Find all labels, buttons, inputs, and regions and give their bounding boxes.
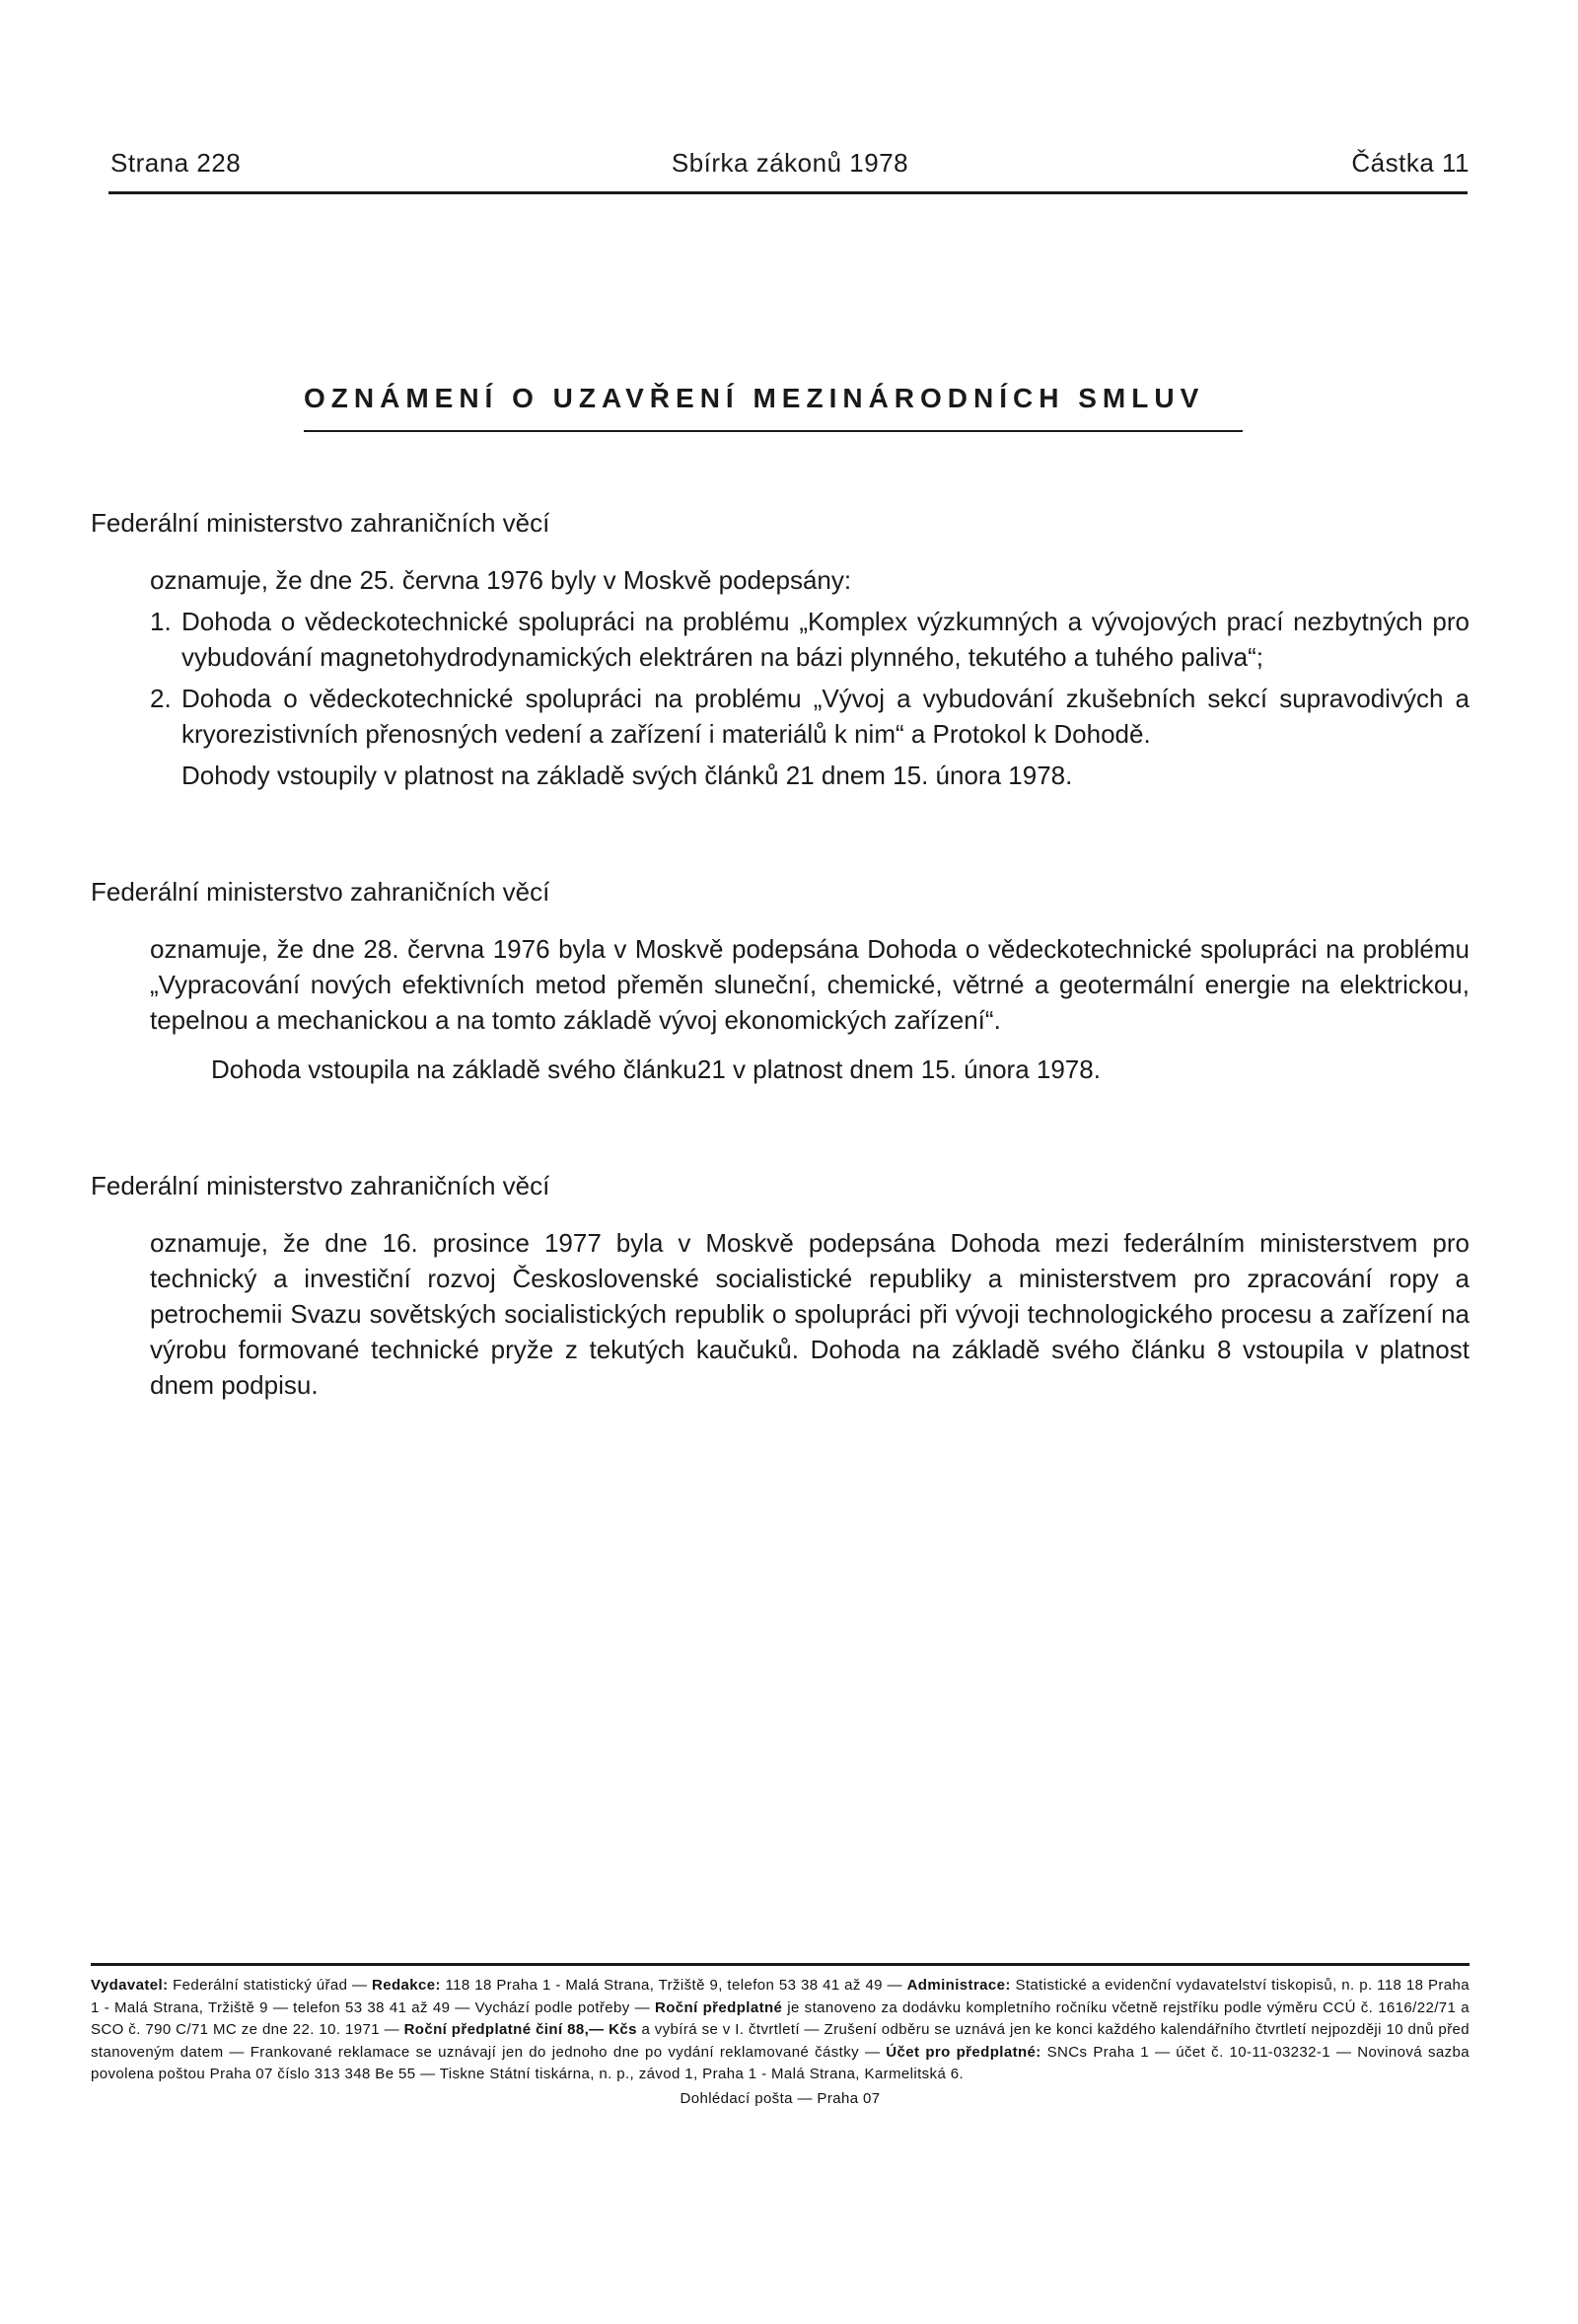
yearly-fee-text: a vybírá se v I. čtvrtletí — Zrušení odběru se uznává jen ke konci každého kalendářního čtvrtletí nejpozději 10 dnů před stanoveným datem — Frankované reklamace se uznávají jen do jednoho dne po vydání reklamované částky — <box>91 2021 1470 2061</box>
publisher-label: Vydavatel: <box>91 1977 169 1994</box>
notice-closing: Dohoda vstoupila na základě svého článku21 v platnost dnem 15. února 1978. <box>211 1054 1101 1084</box>
imprint-footer <box>91 1975 1470 2110</box>
document-body <box>91 505 1470 1403</box>
editorial-text: 118 18 Praha 1 - Malá Strana, Tržiště 9, telefon 53 38 41 až 49 — <box>445 1977 902 1994</box>
yearly-fee-label: Roční předplatné činí 88,— Kčs <box>403 2021 637 2038</box>
list-number: 1. <box>150 607 172 636</box>
notice-sender: Federální ministerstvo zahraničních věcí <box>91 508 550 538</box>
notice-1 <box>91 505 1470 793</box>
notice-intro: oznamuje, že dne 16. prosince 1977 byla v Moskvě podepsána Dohoda mezi federálním ministerstvem pro technický a investiční rozvoj Československé socialistické republiky a ministerstvem pro zpracování ropy a petrochemii Svazu sovětských socialistických republik o spolupráci při vývoji technologického procesu a zařízení na výrobu formované technické pryže z tekutých kaučuků. Dohoda na základě svého článku 8 vstoupila v platnost dnem podpisu. <box>150 1228 1470 1400</box>
notice-content <box>91 1225 1470 1403</box>
header-rule <box>108 191 1468 194</box>
publisher-text: Federální statistický úřad — <box>173 1977 368 1994</box>
imprint-text <box>91 1975 1470 2086</box>
subscription-text: je stanoveno za dodávku kompletního ročníku včetně rejstříku podle výměru CCÚ č. 1616/22/71 a SCO č. 790 C/71 MC ze dne 22. 10. 1971 — <box>91 1998 1470 2038</box>
notice-intro: oznamuje, že dne 28. června 1976 byla v Moskvě podepsána Dohoda o vědeckotechnické spolupráci na problému „Vypracování nových efektivních metod přeměn sluneční, chemické, větrné a geotermální energie na elektrickou, tepelnou a mechanickou a na tomto základě vývoj ekonomických zařízení“. <box>150 934 1470 1035</box>
list-item <box>150 604 1470 675</box>
account-label: Účet pro předplatné: <box>886 2043 1041 2061</box>
notice-intro: oznamuje, že dne 25. června 1976 byly v Moskvě podepsány: <box>150 565 852 595</box>
notice-closing: Dohody vstoupily v platnost na základě svých článků 21 dnem 15. února 1978. <box>181 761 1073 790</box>
account-text: SNCs Praha 1 — účet č. 10-11-03232-1 — Novinová sazba povolena poštou Praha 07 číslo 313 348 Be 55 — Tiskne Státní tiskárna, n. p., závod 1, Praha 1 - Malá Strana, Karmelitská 6. <box>91 2043 1470 2082</box>
post-office: Dohlédací pošta — Praha 07 <box>680 2089 881 2107</box>
page-number: Strana 228 <box>110 148 242 178</box>
list-text: Dohoda o vědeckotechnické spolupráci na problému „Vývoj a vybudování zkušebních sekcí supravodivých a kryorezistivních přenosných vedení a zařízení i materiálů k nim“ a Protokol k Dohodě. <box>181 684 1470 749</box>
admin-text: Statistické a evidenční vydavatelství tiskopisů, n. p. 118 18 Praha 1 - Malá Strana, Tržiště 9 — telefon 53 38 41 až 49 — Vychází podle potřeby — <box>91 1977 1470 2016</box>
notice-2 <box>91 874 1470 1087</box>
list-text: Dohoda o vědeckotechnické spolupráci na problému „Komplex výzkumných a vývojových prací nezbytných pro vybudování magnetohydrodynamických elektráren na bázi plynného, tekutého a tuhého paliva“; <box>181 607 1470 672</box>
notice-content <box>91 562 1470 793</box>
editorial-label: Redakce: <box>372 1977 441 1994</box>
admin-label: Administrace: <box>906 1977 1011 1994</box>
list-item <box>150 681 1470 752</box>
notice-sender: Federální ministerstvo zahraničních věcí <box>91 877 550 907</box>
footer-rule <box>91 1963 1470 1966</box>
issue-number: Částka 11 <box>1351 148 1470 178</box>
section-title: OZNÁMENÍ O UZAVŘENÍ MEZINÁRODNÍCH SMLUV <box>304 383 1205 413</box>
notice-content <box>91 931 1470 1087</box>
notice-3 <box>91 1168 1470 1403</box>
section-title-underline <box>304 430 1243 432</box>
subscription-label: Roční předplatné <box>655 1998 783 2016</box>
running-header <box>110 148 1470 191</box>
list-number: 2. <box>150 684 172 713</box>
notice-sender: Federální ministerstvo zahraničních věcí <box>91 1171 550 1200</box>
collection-title: Sbírka zákonů 1978 <box>671 148 909 178</box>
